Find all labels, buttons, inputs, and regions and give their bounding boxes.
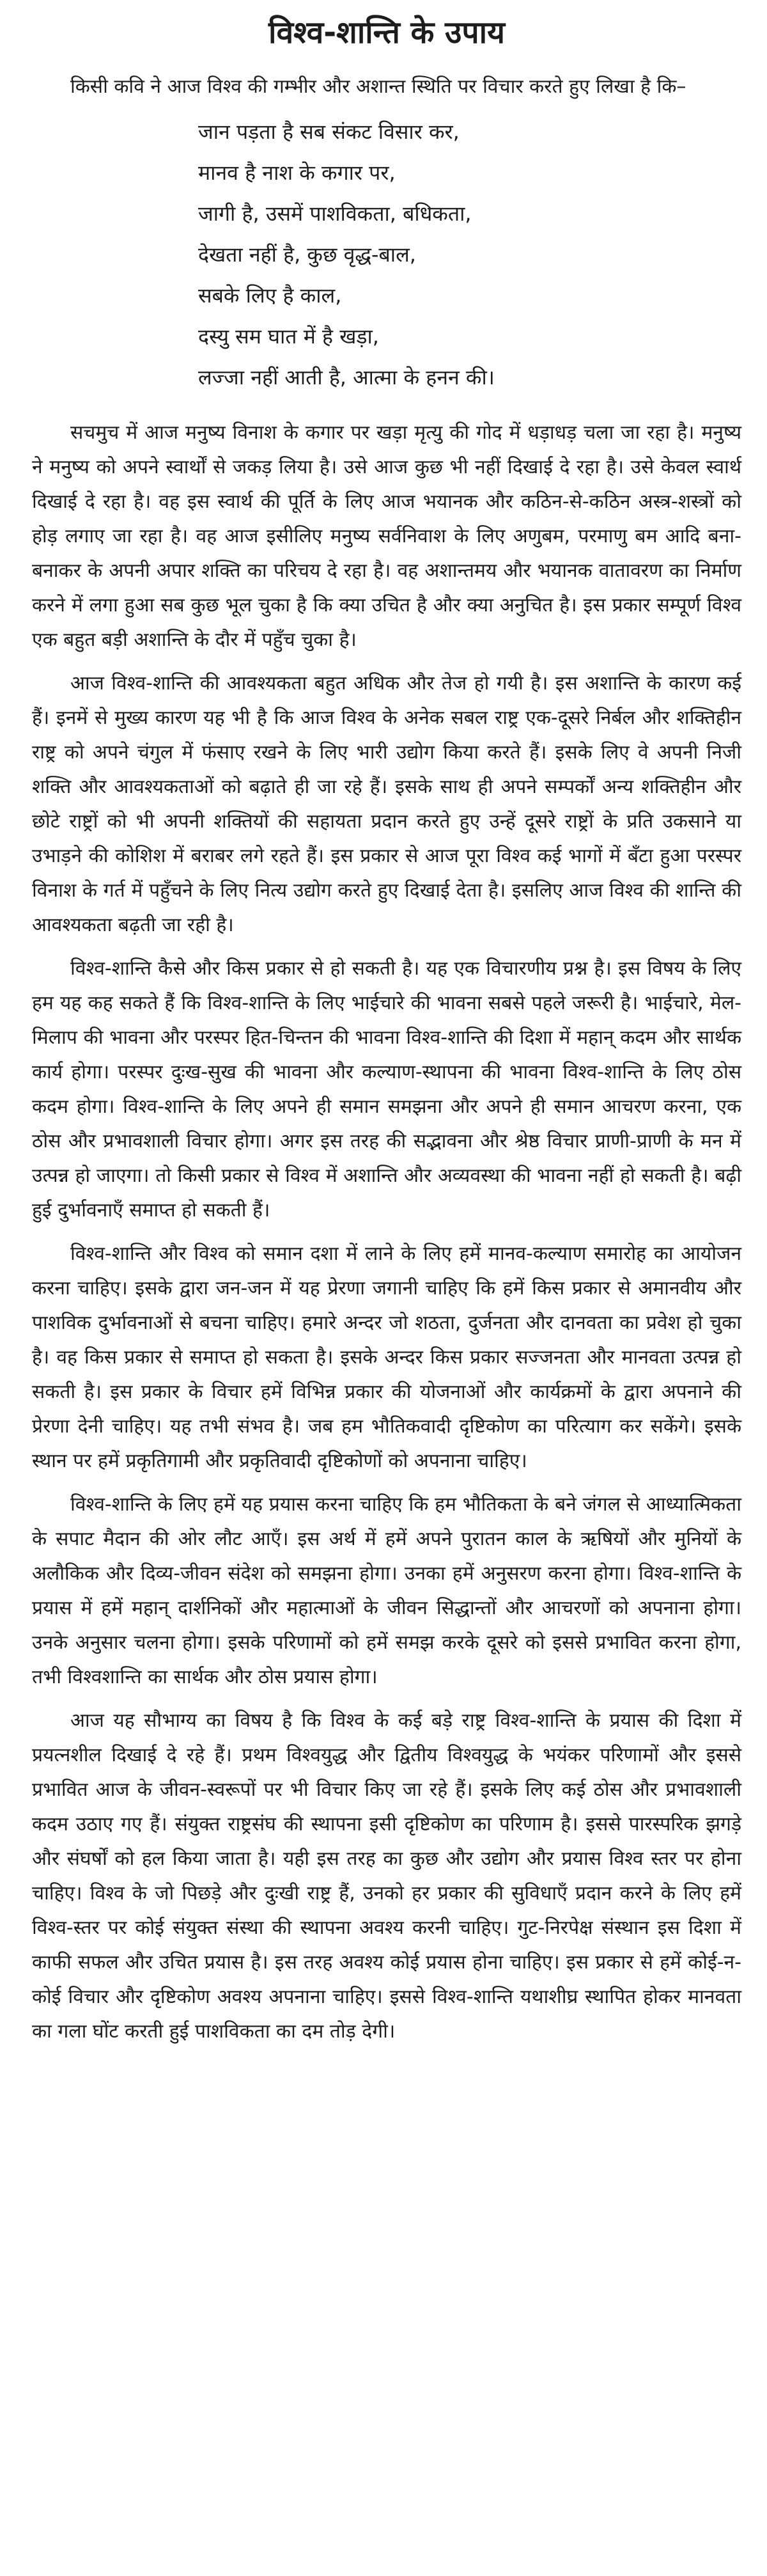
poem-line: देखता नहीं है, कुछ वृद्ध-बाल, [198, 242, 416, 267]
body-paragraph: विश्व-शान्ति और विश्व को समान दशा में लाने के लिए हमें मानव-कल्याण समारोह का आयोजन करना चाहिए। इसके द्वारा जन-जन में यह प्रेरणा जगानी चाहिए कि हमें किस प्रकार से अमानवीय और पाशविक दुर्भावनाओं से बचना चाहिए। हमारे अन्दर जो शठता, दुर्जनता और दानवता का प्रवेश हो चुका है। वह किस प्रकार से समाप्त हो सकता है। इसके अन्दर किस प्रकार सज्जनता और मानवता उत्पन्न हो सकती है। इस प्रकार के विचार हमें विभिन्न प्रकार की योजनाओं और कार्यक्रमों के द्वारा अपनाने की प्रेरणा देनी चाहिए। यह तभी संभव है। जब हम भौतिकवादी दृष्टिकोण का परित्याग कर सकेंगे। इसके स्थान पर हमें प्रकृतिगामी और प्रकृतिवादी दृष्टिकोणों को अपनाना चाहिए। [32, 1243, 741, 1473]
poem-line: लज्जा नहीं आती है, आत्मा के हनन की। [198, 365, 495, 390]
poem-line: जान पड़ता है सब संकट विसार कर, [198, 120, 460, 145]
poem [198, 111, 741, 398]
body-paragraph: आज विश्व-शान्ति की आवश्यकता बहुत अधिक और तेज हो गयी है। इस अशान्ति के कारण कई हैं। इनमें से मुख्य कारण यह भी है कि आज विश्व के अनेक सबल राष्ट्र एक-दूसरे निर्बल और शक्तिहीन राष्ट्र को अपने चंगुल में फंसाए रखने के लिए भारी उद्योग किया करते हैं। इसके लिए वे अपनी निजी शक्ति और आवश्यकताओं को बढ़ाते ही जा रहे हैं। इसके साथ ही अपने सम्पर्कों अन्य शक्तिहीन और छोटे राष्ट्रों को भी अपनी शक्तियों की सहायता प्रदान करते हुए उन्हें दूसरे राष्ट्रों के प्रति उकसाने या उभाड़ने की कोशिश में बराबर लगे रहते हैं। इस प्रकार से आज पूरा विश्व कई भागों में बँटा हुआ परस्पर विनाश के गर्त में पहुँचने के लिए नित्य उद्योग करते हुए दिखाई देता है। इसलिए आज विश्व की शान्ति की आवश्यकता बढ़ती जा रही है। [32, 672, 741, 937]
body-paragraph: विश्व-शान्ति कैसे और किस प्रकार से हो सकती है। यह एक विचारणीय प्रश्न है। इस विषय के लिए हम यह कह सकते हैं कि विश्व-शान्ति के लिए भाईचारे की भावना सबसे पहले जरूरी है। भाईचारे, मेल-मिलाप की भावना और परस्पर हित-चिन्तन की भावना विश्व-शान्ति की दिशा में महान् कदम और सार्थक कार्य होगा। परस्पर दुःख-सुख की भावना और कल्याण-स्थापना की भावना विश्व-शान्ति के लिए ठोस कदम होगा। विश्व-शान्ति के लिए अपने ही समान समझना और अपने ही समान आचरण करना, एक ठोस और प्रभावशाली विचार होगा। अगर इस तरह की सद्भावना और श्रेष्ठ विचार प्राणी-प्राणी के मन में उत्पन्न हो जाएगा। तो किसी प्रकार से विश्व में अशान्ति और अव्यवस्था की भावना नहीं हो सकती है। बढ़ी हुई दुर्भावनाएँ समाप्त हो सकती हैं। [32, 957, 741, 1222]
essay-title: विश्व-शान्ति के उपाय [268, 15, 505, 51]
intro-paragraph: किसी कवि ने आज विश्व की गम्भीर और अशान्त स्थिति पर विचार करते हुए लिखा है कि– [70, 75, 686, 98]
body-paragraph: आज यह सौभाग्य का विषय है कि विश्व के कई बड़े राष्ट्र विश्व-शान्ति के प्रयास की दिशा में प्रयत्नशील दिखाई दे रहे हैं। प्रथम विश्वयुद्ध और द्वितीय विश्वयुद्ध के भयंकर परिणामों और इससे प्रभावित आज के जीवन-स्वरूपों पर भी विचार किए जा रहे हैं। इसके लिए कई ठोस और प्रभावशाली कदम उठाए गए हैं। संयुक्त राष्ट्रसंघ की स्थापना इसी दृष्टिकोण का परिणाम है। इससे पारस्परिक झगड़े और संघर्षों को हल किया जाता है। यही इस तरह का कुछ और उद्योग और प्रयास विश्व स्तर पर होना चाहिए। विश्व के जो पिछड़े और दुःखी राष्ट्र हैं, उनको हर प्रकार की सुविधाएँ प्रदान करने के लिए हमें विश्व-स्तर पर कोई संयुक्त संस्था की स्थापना अवश्य करनी चाहिए। गुट-निरपेक्ष संस्थान इस दिशा में काफी सफल और उचित प्रयास है। इस तरह अवश्य कोई प्रयास होना चाहिए। इस प्रकार से हमें कोई-न-कोई विचार और दृष्टिकोण अवश्य अपनाना चाहिए। इससे विश्व-शान्ति यथाशीघ्र स्थापित होकर मानवता का गला घोंट करती हुई पाशविकता का दम तोड़ देगी। [32, 1709, 741, 2043]
poem-line: जागी है, उसमें पाशविकता, बधिकता, [198, 201, 472, 226]
poem-line: सबके लिए है काल, [198, 283, 342, 308]
poem-line: दस्यु सम घात में है खड़ा, [198, 324, 379, 349]
body-paragraph: विश्व-शान्ति के लिए हमें यह प्रयास करना चाहिए कि हम भौतिकता के बने जंगल से आध्यात्मिकता के सपाट मैदान की ओर लौट आएँ। इस अर्थ में हमें अपने पुरातन काल के ऋषियों और मुनियों के अलौकिक और दिव्य-जीवन संदेश को समझना होगा। उनका हमें अनुसरण करना होगा। विश्व-शान्ति के प्रयास में हमें महान् दार्शनिकों और महात्माओं के जीवन सिद्धान्तों और आचरणों को अपनाना होगा। उनके अनुसार चलना होगा। इसके परिणामों को हमें समझ करके दूसरे को इससे प्रभावित करना होगा, तभी विश्वशान्ति का सार्थक और ठोस प्रयास होगा। [32, 1493, 741, 1689]
poem-line: मानव है नाश के कगार पर, [198, 161, 396, 185]
body-paragraph: सचमुच में आज मनुष्य विनाश के कगार पर खड़ा मृत्यु की गोद में धड़ाधड़ चला जा रहा है। मनुष्य ने मनुष्य को अपने स्वार्थों से जकड़ लिया है। उसे आज कुछ भी नहीं दिखाई दे रहा है। उसे केवल स्वार्थ दिखाई दे रहा है। वह इस स्वार्थ की पूर्ति के लिए आज भयानक और कठिन-से-कठिन अस्त्र-शस्त्रों को होड़ लगाए जा रहा है। वह आज इसीलिए मनुष्य सर्वनिवाश के लिए अणुबम, परमाणु बम आदि बना-बनाकर के अपनी अपार शक्ति का परिचय दे रहा है। वह अशान्तमय और भयानक वातावरण का निर्माण करने में लगा हुआ सब कुछ भूल चुका है कि क्या उचित है और क्या अनुचित है। इस प्रकार सम्पूर्ण विश्व एक बहुत बड़ी अशान्ति के दौर में पहुँच चुका है। [32, 421, 741, 652]
